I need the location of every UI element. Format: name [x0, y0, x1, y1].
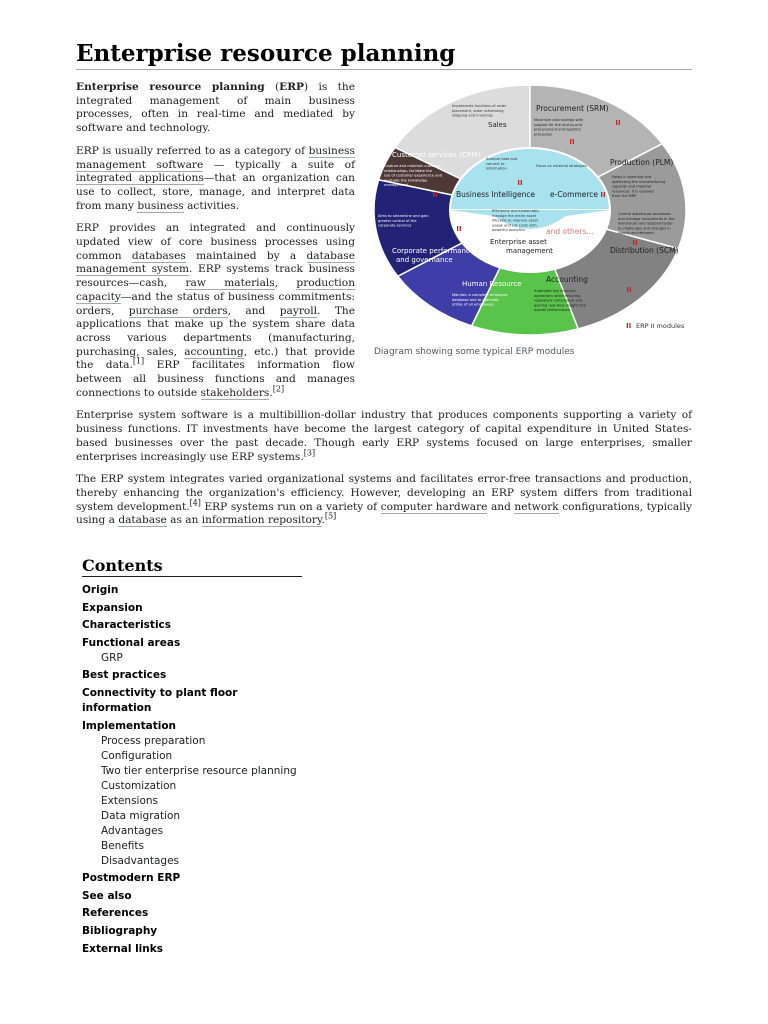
toc-list	[82, 583, 302, 957]
corporate-description: Aims to streamline and gain greater control of the corporate services	[378, 214, 429, 228]
toc-item-label: Functional areas	[82, 636, 181, 649]
text-run: (	[264, 81, 280, 93]
toc-heading: Contents	[82, 556, 302, 577]
bi-label: Business Intelligence	[456, 190, 536, 199]
eam-description: Efficiently and sustainably manage the entire asset lifecycle to improve asset usage and cut costs with powerful analytics	[492, 209, 540, 233]
erp-ii-marker: II	[456, 225, 462, 233]
text-run: .	[269, 386, 273, 399]
table-of-contents	[82, 556, 302, 957]
sales-description: Implements functions of order placement, order scheduling, shipping and invoicing.	[452, 104, 507, 118]
intro-text	[76, 81, 355, 400]
toc-item-label: Connectivity to plant floor information	[82, 687, 238, 715]
text-run: ,	[274, 277, 297, 290]
crm-label: Customer services (CRM)	[392, 151, 481, 159]
link-accounting[interactable]: accounting	[184, 345, 244, 358]
erp-modules-figure	[374, 81, 692, 357]
toc-subitem[interactable]: Two tier enterprise resource planning	[101, 764, 297, 777]
toc-item-label: Implementation	[82, 719, 177, 732]
procurement-label: Procurement (SRM)	[536, 104, 609, 113]
erp-ii-marker: II	[615, 119, 621, 127]
toc-item[interactable]	[82, 618, 302, 633]
toc-subitem[interactable]: Data migration	[101, 809, 181, 822]
toc-subitem[interactable]: GRP	[101, 651, 123, 664]
link-information-repository[interactable]: information repository	[201, 514, 322, 527]
toc-item-label: Postmodern ERP	[82, 872, 181, 885]
toc-item[interactable]	[82, 906, 302, 921]
erp-ii-marker: II	[626, 286, 632, 294]
toc-item-label: Origin	[82, 584, 119, 597]
text-run: as an	[166, 514, 202, 527]
erp-ii-marker: II	[517, 179, 523, 187]
toc-item[interactable]	[82, 636, 302, 666]
text-run: —that an organization can use to collect, store, manage, and interpret data from many	[76, 172, 355, 212]
crm-description: Capture and maintain customer relationships, facilitate the use of customer experience and evaluate the knowledge management.	[384, 164, 442, 188]
erp-ii-marker: II	[569, 138, 575, 146]
body-text	[76, 409, 692, 528]
intro-paragraph-1	[76, 81, 355, 136]
ecommerce-label: e-Commerce	[550, 190, 599, 199]
text-run: maintained by a	[185, 249, 307, 262]
toc-item[interactable]	[82, 668, 302, 683]
toc-item[interactable]	[82, 889, 302, 904]
toc-subitem[interactable]: Advantages	[101, 824, 164, 837]
hr-label: Human Resource	[462, 280, 522, 288]
ecommerce-description: Focus on external strategies	[536, 164, 587, 168]
intro-paragraph-2	[76, 145, 355, 214]
toc-item-label: Bibliography	[82, 925, 158, 938]
figure-caption: Diagram showing some typical ERP modules	[374, 347, 575, 357]
body-paragraph-2	[76, 473, 692, 528]
accounting-description: Automate key financial operations while ensuring regulatory compliance and gaining real-time insight into overall performance.	[534, 289, 586, 313]
text-run: configurations, typically using a	[76, 500, 692, 527]
citation-1[interactable]: [1]	[132, 356, 145, 366]
page-title: Enterprise resource planning	[76, 40, 692, 70]
accounting-label: Accounting	[546, 275, 588, 284]
text-run: ) is the integrated management of main business processes, often in real-time and mediated by software and technology.	[76, 81, 355, 135]
erp-diagram[interactable]	[374, 81, 692, 343]
toc-subitem[interactable]: Benefits	[101, 839, 144, 852]
toc-subitem[interactable]: Process preparation	[101, 734, 206, 747]
toc-item[interactable]	[82, 719, 302, 869]
lead-section	[76, 81, 692, 400]
link-network[interactable]: network	[514, 500, 559, 513]
link-payroll[interactable]: payroll	[279, 304, 318, 317]
toc-subitem[interactable]: Disadvantages	[101, 854, 180, 867]
link-database-management-system[interactable]: database management system	[76, 249, 355, 276]
toc-item-label: Best practices	[82, 669, 167, 682]
erp-ii-marker: II	[632, 239, 638, 247]
text-run: —and the status of business commitments: orders,	[76, 290, 355, 317]
distribution-label: Distribution (SCM)	[610, 246, 679, 255]
citation-2[interactable]: [2]	[272, 384, 285, 394]
link-computer-hardware[interactable]: computer hardware	[380, 500, 488, 513]
link-production-capacity[interactable]: production capacity	[76, 277, 356, 303]
toc-item-label: Expansion	[82, 601, 143, 614]
bi-description: Analyze data and convert to information	[486, 157, 518, 171]
toc-sublist	[82, 734, 302, 869]
toc-item-label: See also	[82, 889, 132, 902]
text-run: The ERP system integrates varied organizational systems and facilitates error-free transactions and production, thereby enhancing the organization's efficiency. However, developing an ERP system differs from traditional system development.	[76, 473, 692, 513]
intro-paragraph-3	[76, 222, 355, 400]
procurement-description: Maximize cost savings with support for the end-to-end procurement and logistics processes	[534, 118, 584, 137]
corporate-label: Corporate performance	[392, 247, 475, 255]
text-run: ERP is usually referred to as a category of	[76, 144, 309, 157]
citation-3[interactable]: [3]	[303, 448, 316, 458]
toc-item[interactable]	[82, 686, 302, 716]
eam-label: Enterprise asset	[490, 238, 547, 246]
toc-subitem[interactable]: Configuration	[101, 749, 173, 762]
article	[76, 0, 692, 959]
sales-label: Sales	[488, 121, 507, 129]
toc-item[interactable]	[82, 601, 302, 616]
toc-item[interactable]	[82, 942, 302, 957]
text-run: ERP systems run on a variety of	[200, 500, 381, 513]
eam-label-line-2: management	[506, 247, 553, 255]
hr-description: Maintain a complete employee database and to optimally utilise of all employees.	[452, 293, 508, 307]
term-erp: Enterprise resource planning	[76, 81, 265, 93]
text-run: , etc.) that provide the data.	[76, 345, 355, 372]
corporate-label-line-2: and governance	[396, 256, 453, 264]
toc-item-label: References	[82, 907, 149, 920]
distribution-description: Control warehouse processes and manage movements in the warehouse and respond faster to challenges and changes in supply and demand	[618, 212, 675, 236]
link-stakeholders[interactable]: stakeholders	[200, 386, 270, 399]
text-run: . ERP systems track business resources—cash,	[76, 263, 355, 290]
citation-4[interactable]: [4]	[189, 498, 201, 508]
link-raw-materials[interactable]: raw materials	[185, 277, 275, 290]
toc-sublist	[82, 651, 302, 666]
link-databases[interactable]: databases	[131, 249, 186, 262]
toc-item[interactable]	[82, 871, 302, 886]
text-run: — typically a suite of	[203, 158, 355, 171]
text-run: ERP provides an integrated and continuously updated view of core business processes using common	[76, 222, 355, 262]
toc-subitem[interactable]: Customization	[101, 779, 177, 792]
link-business[interactable]: business	[137, 199, 184, 212]
link-purchase-orders[interactable]: purchase orders	[128, 304, 228, 317]
body-paragraph-1	[76, 409, 692, 464]
toc-item[interactable]	[82, 924, 302, 939]
link-business-management-software[interactable]: business management software	[76, 144, 355, 171]
link-database[interactable]: database	[118, 514, 167, 527]
legend-marker: II	[626, 322, 632, 330]
production-description: Helps in planning and optimizing the manufacturing capacity and material resources. It is evolved from the MRP	[612, 175, 666, 199]
text-run: activities.	[183, 199, 240, 212]
production-label: Production (PLM)	[610, 158, 674, 167]
text-run: .	[321, 514, 325, 527]
text-run: and	[487, 500, 515, 513]
erp-ii-marker: II	[600, 191, 606, 199]
toc-item[interactable]	[82, 583, 302, 598]
text-run: ERP facilitates information flow between all business functions and manages connections to outside	[76, 359, 355, 399]
toc-item-label: External links	[82, 942, 163, 955]
toc-item-label: Characteristics	[82, 619, 172, 632]
citation-5[interactable]: [5]	[324, 511, 337, 521]
text-run: . The applications that make up the system share data across various departments (manufacturing, purchasing, sales,	[76, 304, 355, 358]
text-run: , and	[227, 304, 280, 317]
legend-label: ERP II modules	[636, 322, 685, 330]
term-abbrev: ERP	[279, 81, 305, 93]
link-integrated-applications[interactable]: integrated applications	[76, 172, 204, 185]
text-run: Enterprise system software is a multibillion-dollar industry that produces components supporting a variety of business functions. IT investments have become the largest category of capital expenditure in United States-based businesses over the past decade. Though early ERP systems focused on large enterprises, smaller enterprises increasingly use ERP systems.	[76, 409, 692, 463]
others-label: and others...	[546, 227, 594, 236]
toc-subitem[interactable]: Extensions	[101, 794, 159, 807]
erp-ii-marker: II	[432, 191, 438, 199]
